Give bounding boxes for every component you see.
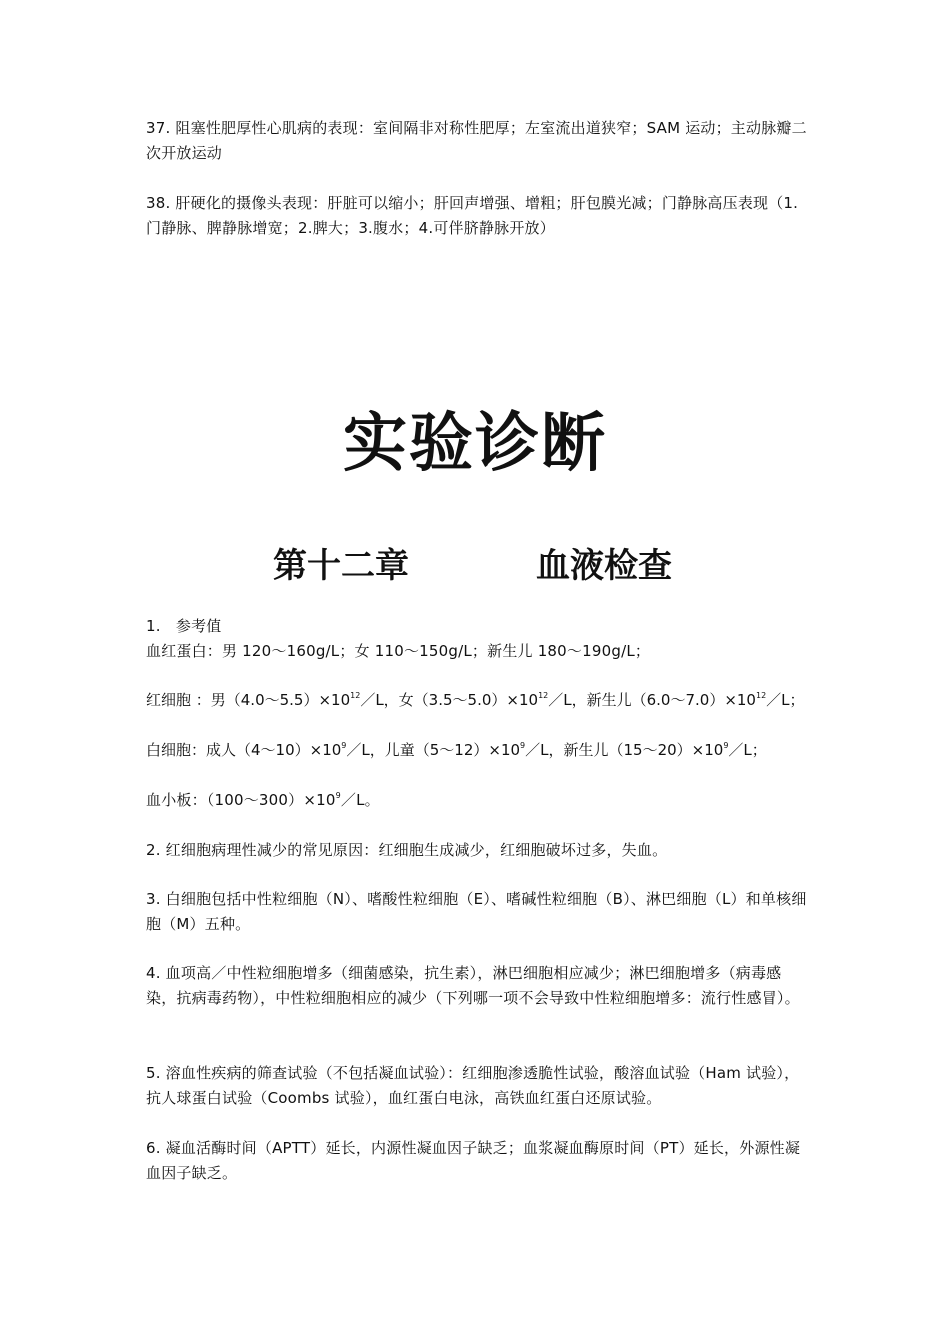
rbc-text-3: ／L，新生儿（6.0～7.0）×10 [548,691,756,709]
item-37: 37. 阻塞性肥厚性心肌病的表现：室间隔非对称性肥厚；左室流出道狭窄；SAM 运动；主动脉瓣二次开放运动 [146,119,807,162]
item-2: 2. 红细胞病理性减少的常见原因：红细胞生成减少，红细胞破坏过多，失血。 [146,841,668,859]
item-1-heading: 1. 参考值 [146,617,222,635]
item-3: 3. 白细胞包括中性粒细胞（N）、嗜酸性粒细胞（E）、嗜碱性粒细胞（B）、淋巴细胞（L）和单核细胞（M）五种。 [146,890,807,933]
rbc-text-4: ／L； [766,691,805,709]
section-title: 实验诊断 [343,407,607,481]
item-5: 5. 溶血性疾病的筛查试验（不包括凝血试验）：红细胞渗透脆性试验，酸溶血试验（Ham 试验），抗人球蛋白试验（Coombs 试验），血红蛋白电泳，高铁血红蛋白还原试验。 [146,1064,800,1107]
wbc-text-3: ／L，新生儿（15～20）×10 [525,741,724,759]
rbc-exp-3: 12 [755,691,767,700]
reference-hemoglobin: 血红蛋白：男 120～160g/L；女 110～150g/L；新生儿 180～190g/L； [146,642,651,660]
wbc-exp-1: 9 [341,741,347,750]
reference-wbc [146,738,811,763]
item-4: 4. 血项高／中性粒细胞增多（细菌感染，抗生素），淋巴细胞相应减少；淋巴细胞增多（病毒感染，抗病毒药物），中性粒细胞相应的减少（下列哪一项不会导致中性粒细胞增多：流行性感冒）。 [146,964,800,1007]
platelet-text-2: ／L。 [340,791,380,809]
platelet-exp-1: 9 [335,791,341,800]
chapter-number: 第十二章 [273,546,409,586]
rbc-exp-2: 12 [538,691,549,700]
wbc-text-1: 白细胞：成人（4～10）×10 [146,741,342,759]
chapter-name: 血液检查 [536,546,672,586]
reference-platelet [146,788,811,813]
rbc-text-1: 红细胞 ：男（4.0～5.5）×10 [146,691,351,709]
rbc-text-2: ／L，女（3.5～5.0）×10 [360,691,539,709]
wbc-text-4: ／L； [728,741,767,759]
item-38: 38. 肝硬化的摄像头表现：肝脏可以缩小；肝回声增强、增粗；肝包膜光减；门静脉高压表现（1.门静脉、脾静脉增宽；2.脾大；3.腹水；4.可伴脐静脉开放） [146,194,799,237]
wbc-text-2: ／L，儿童（5～12）×10 [346,741,521,759]
reference-rbc [146,688,811,713]
wbc-exp-2: 9 [520,741,526,750]
rbc-exp-1: 12 [350,691,361,700]
item-6: 6. 凝血活酶时间（APTT）延长，内源性凝血因子缺乏；血浆凝血酶原时间（PT）延长，外源性凝血因子缺乏。 [146,1139,801,1182]
wbc-exp-3: 9 [723,741,729,750]
platelet-text-1: 血小板：（100～300）×10 [146,791,336,809]
